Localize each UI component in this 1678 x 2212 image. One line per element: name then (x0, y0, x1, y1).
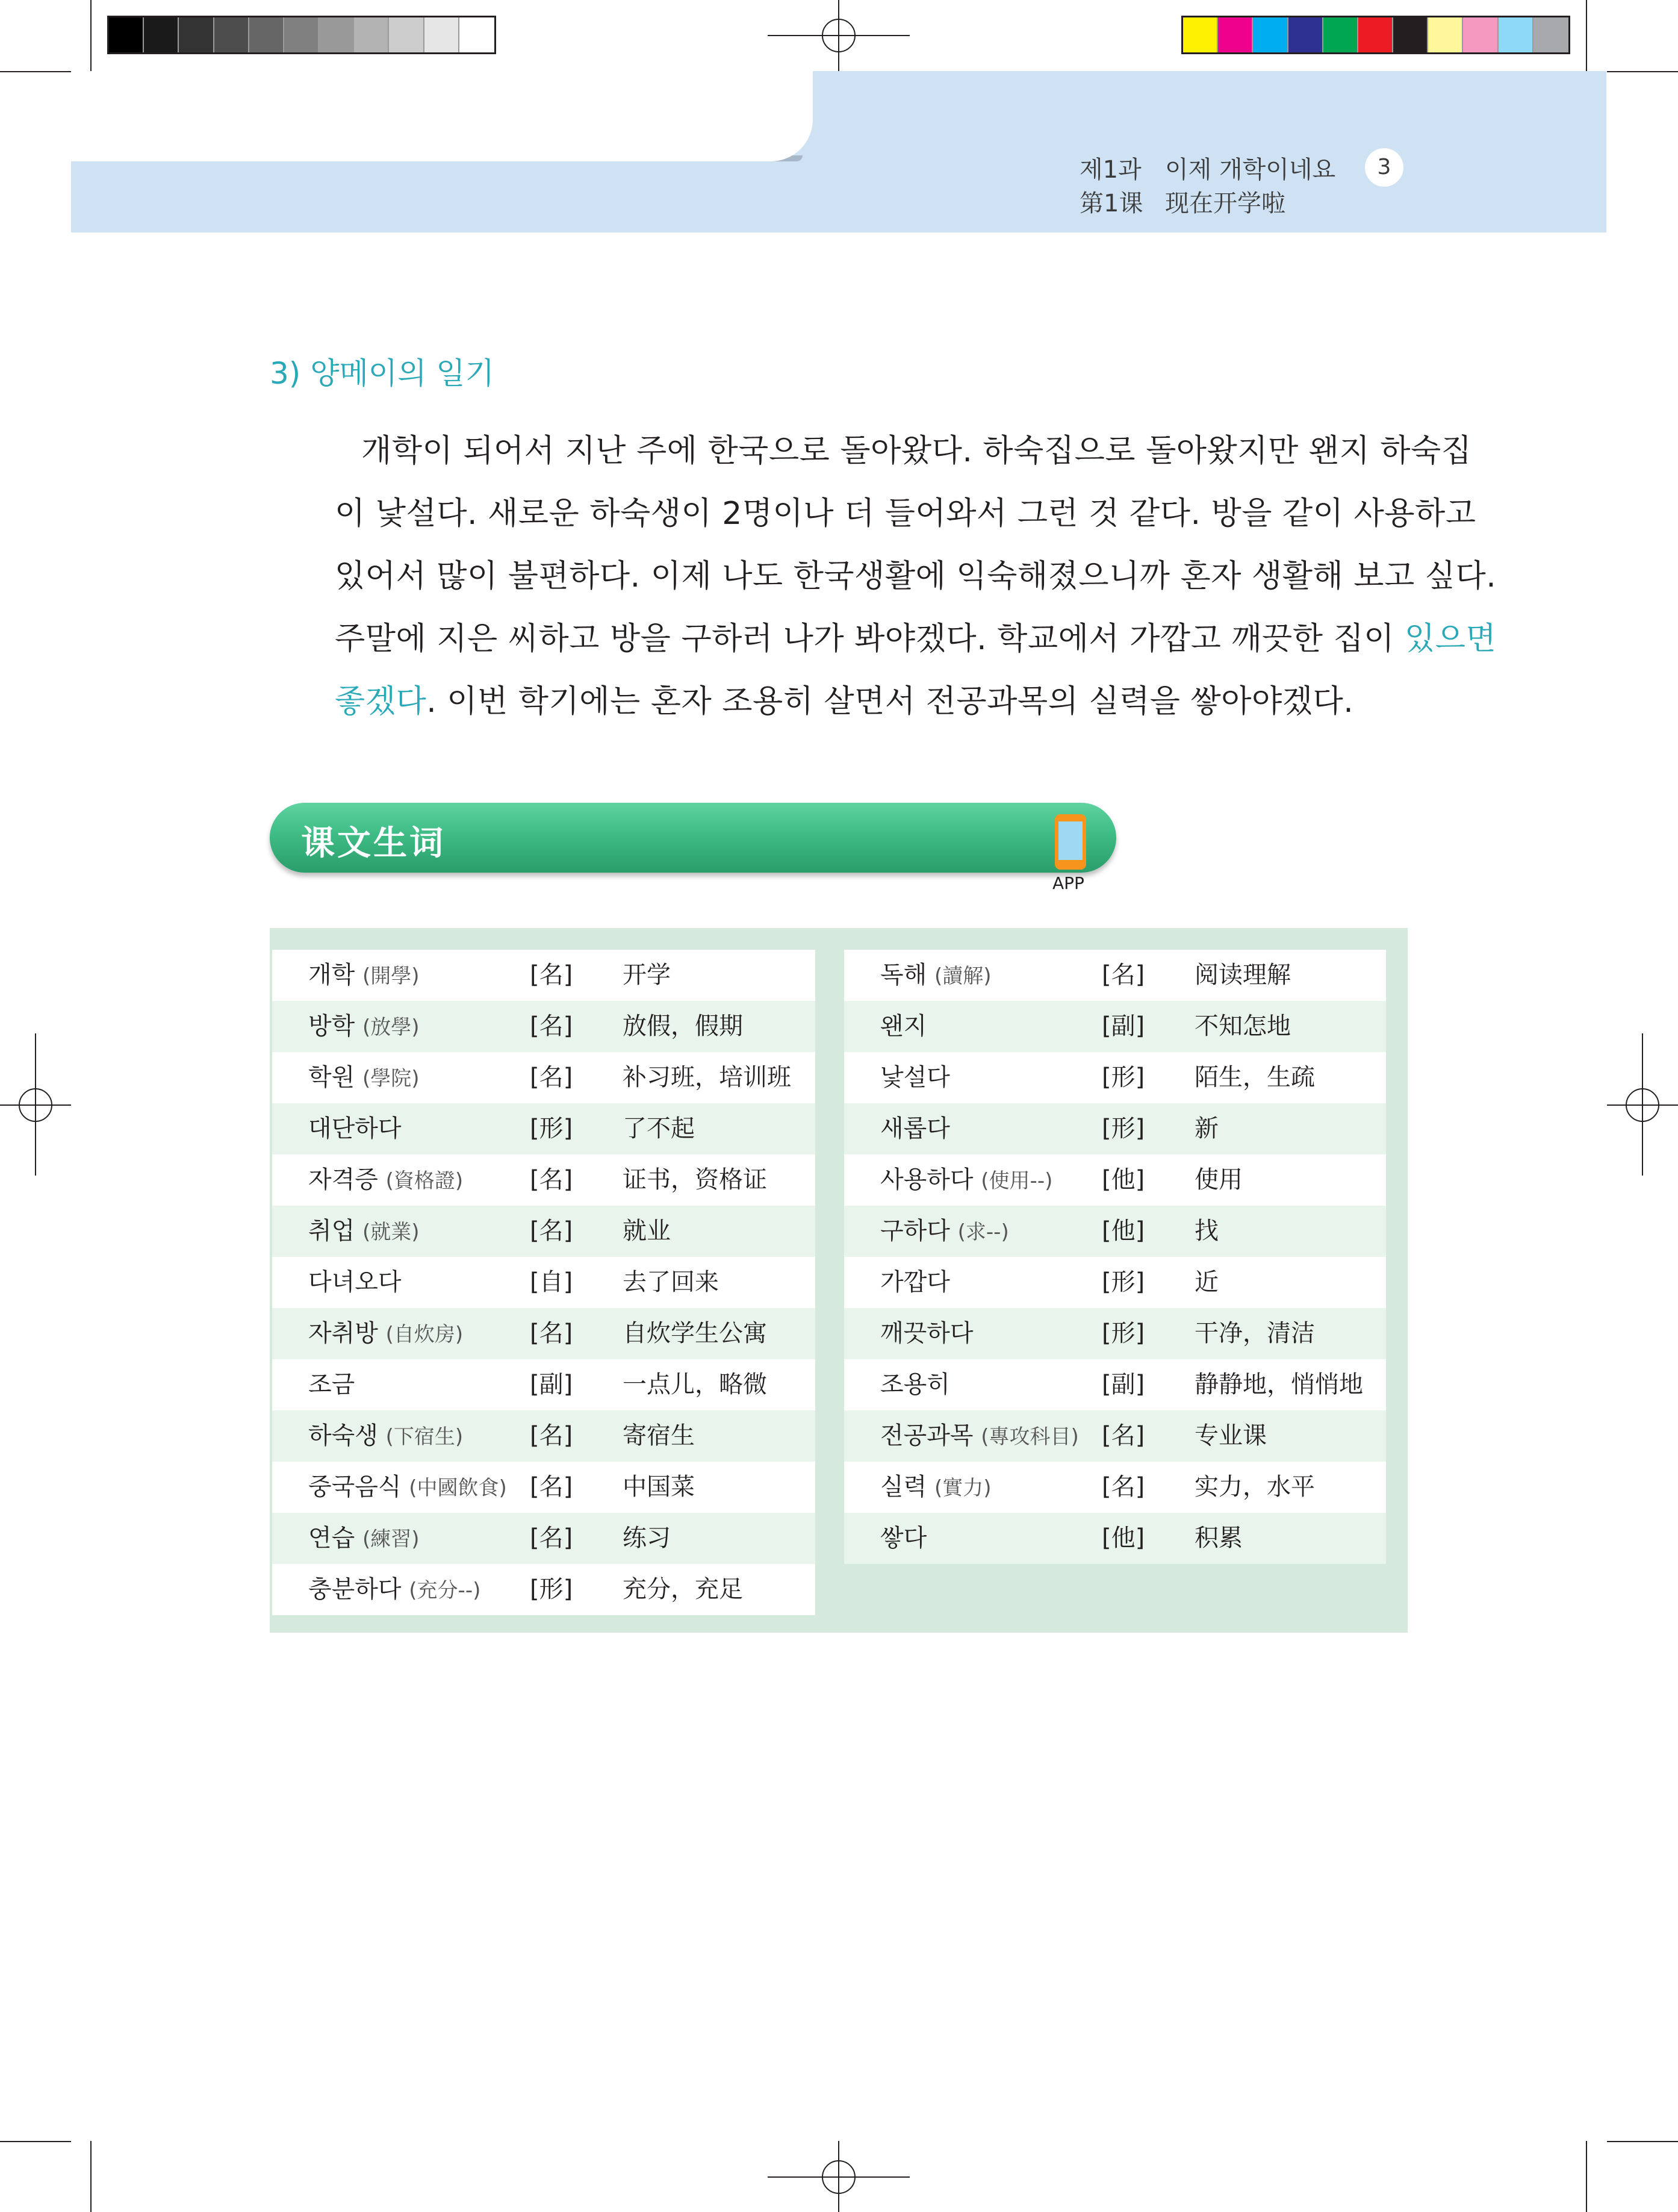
vocab-part-of-speech: [名] (530, 1473, 573, 1501)
paragraph-line-2: 이 낯설다. 새로운 하숙생이 2명이나 더 들어와서 그런 것 같다. 방을 같이 사용하고 (335, 496, 1476, 532)
vocab-word: 새롭다 (880, 1115, 950, 1142)
color-swatch (249, 17, 284, 52)
vocab-row (844, 1103, 1386, 1154)
vocab-row (844, 1154, 1386, 1206)
vocab-row (272, 1154, 815, 1206)
lesson-title-korean: 이제 개학이네요 (1165, 156, 1336, 184)
vocab-column-right (844, 950, 1386, 1564)
vocab-word: 낯설다 (880, 1064, 950, 1091)
color-swatch (1288, 17, 1323, 52)
color-swatch (1534, 17, 1568, 52)
vocab-word: 중국음식 (中國飲食) (308, 1473, 507, 1501)
vocab-row (844, 1513, 1386, 1564)
phone-screen (1058, 821, 1083, 860)
vocab-row (272, 1001, 815, 1052)
vocab-word: 개학 (開學) (308, 961, 420, 989)
highlighted-phrase: 좋겠다 (335, 684, 427, 720)
color-swatch (319, 17, 354, 52)
vocab-row (272, 950, 815, 1001)
color-swatch (284, 17, 319, 52)
vocab-meaning: 寄宿生 (623, 1422, 695, 1450)
color-swatch (1499, 17, 1534, 52)
color-swatch (1358, 17, 1393, 52)
vocab-word: 충분하다 (充分--) (308, 1575, 481, 1603)
color-swatch (109, 17, 144, 52)
color-swatch (1183, 17, 1218, 52)
vocab-row (272, 1564, 815, 1615)
vocab-row (844, 1257, 1386, 1308)
color-swatch (214, 17, 249, 52)
vocab-word: 자취방 (自炊房) (308, 1319, 464, 1347)
vocab-meaning: 证书，资格证 (623, 1166, 767, 1194)
vocab-part-of-speech: [形] (1102, 1115, 1145, 1142)
vocab-word: 학원 (學院) (308, 1064, 420, 1091)
vocab-origin: (實力) (934, 1476, 992, 1500)
vocab-word: 방학 (放學) (308, 1012, 420, 1040)
vocab-part-of-speech: [形] (1102, 1268, 1145, 1296)
color-swatch (1428, 17, 1463, 52)
color-swatch (1253, 17, 1288, 52)
vocab-meaning: 了不起 (623, 1115, 695, 1142)
vocab-part-of-speech: [名] (1102, 1473, 1145, 1501)
vocab-row (272, 1052, 815, 1103)
vocab-part-of-speech: [副] (1102, 1012, 1145, 1040)
color-swatch (459, 17, 494, 52)
paragraph-line-5: 좋겠다. 이번 학기에는 혼자 조용히 살면서 전공과목의 실력을 쌓아야겠다. (335, 684, 1354, 720)
vocab-origin: (學院) (362, 1067, 420, 1091)
vocab-row (844, 1206, 1386, 1257)
vocab-title: 课文生词 (301, 824, 446, 863)
vocab-row (844, 1001, 1386, 1052)
vocab-origin: (充分--) (409, 1578, 481, 1603)
vocab-meaning: 放假，假期 (623, 1012, 743, 1040)
vocab-part-of-speech: [自] (530, 1268, 573, 1296)
color-swatch (1393, 17, 1428, 52)
paragraph-line-4: 주말에 지은 씨하고 방을 구하러 나가 봐야겠다. 학교에서 가깝고 깨끗한 집이 있으면 (335, 621, 1497, 657)
vocab-row (272, 1359, 815, 1410)
vocab-row (844, 950, 1386, 1001)
vocab-row (272, 1308, 815, 1359)
vocab-word: 사용하다 (使用--) (880, 1166, 1053, 1194)
color-swatch (1218, 17, 1253, 52)
color-swatch (1323, 17, 1358, 52)
vocab-column-left (272, 950, 815, 1615)
vocab-part-of-speech: [名] (530, 1524, 573, 1552)
paragraph-line-3: 있어서 많이 불편하다. 이제 나도 한국생활에 익숙해졌으니까 혼자 생활해 보고 싶다. (335, 558, 1497, 594)
vocab-origin: (求--) (957, 1220, 1009, 1244)
vocab-part-of-speech: [他] (1102, 1166, 1145, 1194)
process-color-bar (1181, 16, 1570, 54)
vocab-row (844, 1359, 1386, 1410)
vocab-row (844, 1410, 1386, 1462)
vocab-row (272, 1103, 815, 1154)
vocab-part-of-speech: [形] (530, 1575, 573, 1603)
vocab-meaning: 就业 (623, 1217, 671, 1245)
header-tab-cutout (71, 71, 813, 161)
vocab-meaning: 干净，清洁 (1195, 1319, 1315, 1347)
color-swatch (389, 17, 424, 52)
highlighted-phrase: 있으면 (1405, 621, 1497, 657)
vocab-part-of-speech: [他] (1102, 1217, 1145, 1245)
vocab-part-of-speech: [名] (1102, 1422, 1145, 1450)
vocab-meaning: 近 (1195, 1268, 1219, 1296)
vocab-part-of-speech: [名] (530, 1064, 573, 1091)
vocab-part-of-speech: [名] (530, 1217, 573, 1245)
vocab-word: 자격증 (資格證) (308, 1166, 464, 1194)
vocab-origin: (讀解) (934, 964, 992, 988)
vocab-part-of-speech: [名] (530, 1422, 573, 1450)
vocab-word: 하숙생 (下宿生) (308, 1422, 464, 1450)
app-label: APP (1052, 873, 1084, 893)
vocab-origin: (使用--) (981, 1169, 1053, 1193)
gray-color-bar (107, 16, 496, 54)
vocab-part-of-speech: [副] (530, 1371, 573, 1398)
vocab-part-of-speech: [名] (530, 1012, 573, 1040)
paragraph-line-1: 개학이 되어서 지난 주에 한국으로 돌아왔다. 하숙집으로 돌아왔지만 왠지 하숙집 (361, 433, 1472, 469)
vocab-meaning: 新 (1195, 1115, 1219, 1142)
vocab-word: 쌓다 (880, 1524, 927, 1552)
vocab-word: 대단하다 (308, 1115, 402, 1142)
vocab-meaning: 充分，充足 (623, 1575, 743, 1603)
vocab-word: 조금 (308, 1371, 355, 1398)
vocab-origin: (就業) (362, 1220, 420, 1244)
vocab-meaning: 实力，水平 (1195, 1473, 1315, 1501)
vocab-part-of-speech: [形] (1102, 1064, 1145, 1091)
vocab-meaning: 积累 (1195, 1524, 1243, 1552)
vocab-part-of-speech: [名] (530, 1166, 573, 1194)
vocab-part-of-speech: [名] (530, 1319, 573, 1347)
vocab-part-of-speech: [他] (1102, 1524, 1145, 1552)
vocab-origin: (放學) (362, 1015, 420, 1039)
vocab-word: 연습 (練習) (308, 1524, 420, 1552)
section-title: 3) 양메이의 일기 (270, 356, 494, 391)
vocab-row (272, 1410, 815, 1462)
vocab-word: 조용히 (880, 1371, 950, 1398)
vocab-origin: (開學) (362, 964, 420, 988)
color-swatch (354, 17, 389, 52)
vocab-word: 실력 (實力) (880, 1473, 992, 1501)
vocab-word: 전공과목 (專攻科目) (880, 1422, 1079, 1450)
page-number: 3 (1365, 148, 1403, 187)
vocab-meaning: 中国菜 (623, 1473, 695, 1501)
color-swatch (1463, 17, 1498, 52)
vocab-part-of-speech: [形] (530, 1115, 573, 1142)
vocab-row (272, 1206, 815, 1257)
vocab-origin: (練習) (362, 1527, 420, 1551)
vocab-row (272, 1513, 815, 1564)
vocab-part-of-speech: [形] (1102, 1319, 1145, 1347)
vocab-word: 깨끗하다 (880, 1319, 974, 1347)
vocab-row (844, 1308, 1386, 1359)
vocab-part-of-speech: [名] (530, 961, 573, 989)
vocab-origin: (自炊房) (385, 1323, 464, 1347)
vocab-meaning: 去了回来 (623, 1268, 719, 1296)
vocab-meaning: 开学 (623, 961, 671, 989)
vocab-meaning: 找 (1195, 1217, 1219, 1245)
vocab-word: 왠지 (880, 1012, 927, 1040)
vocab-meaning: 自炊学生公寓 (623, 1319, 767, 1347)
vocab-word: 다녀오다 (308, 1268, 402, 1296)
vocab-word: 취업 (就業) (308, 1217, 420, 1245)
vocab-row (272, 1462, 815, 1513)
vocab-part-of-speech: [副] (1102, 1371, 1145, 1398)
vocab-meaning: 陌生，生疏 (1195, 1064, 1315, 1091)
color-swatch (144, 17, 179, 52)
vocab-part-of-speech: [名] (1102, 961, 1145, 989)
vocab-row (272, 1257, 815, 1308)
vocab-word: 독해 (讀解) (880, 961, 992, 989)
vocab-meaning: 补习班，培训班 (623, 1064, 791, 1091)
color-swatch (424, 17, 459, 52)
vocab-origin: (中國飲食) (409, 1476, 507, 1500)
vocab-origin: (資格證) (385, 1169, 464, 1193)
vocab-meaning: 练习 (623, 1524, 671, 1552)
vocab-meaning: 静静地，悄悄地 (1195, 1371, 1363, 1398)
vocab-meaning: 专业课 (1195, 1422, 1267, 1450)
vocab-meaning: 使用 (1195, 1166, 1243, 1194)
color-swatch (179, 17, 214, 52)
lesson-number-korean: 제1과 (1080, 156, 1142, 184)
vocab-origin: (專攻科目) (981, 1425, 1079, 1449)
vocab-row (844, 1052, 1386, 1103)
vocab-meaning: 阅读理解 (1195, 961, 1291, 989)
vocab-meaning: 一点儿，略微 (623, 1371, 767, 1398)
vocab-word: 구하다 (求--) (880, 1217, 1009, 1245)
vocab-origin: (下宿生) (385, 1425, 464, 1449)
vocab-word: 가깝다 (880, 1268, 950, 1296)
vocab-row (844, 1462, 1386, 1513)
lesson-title-chinese: 现在开学啦 (1165, 190, 1285, 217)
lesson-number-chinese: 第1课 (1080, 190, 1143, 217)
vocab-meaning: 不知怎地 (1195, 1012, 1291, 1040)
